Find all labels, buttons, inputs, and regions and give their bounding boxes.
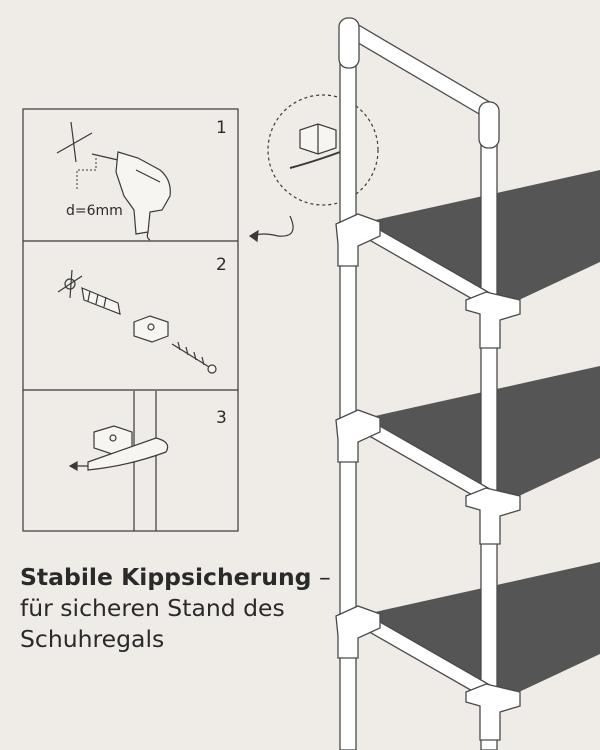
rack-handle-rail [343, 20, 493, 118]
step-1-number: 1 [216, 118, 227, 138]
rack-corner-cap [479, 102, 499, 148]
drill-dimension-guide [77, 158, 96, 190]
rack-connector [466, 488, 520, 544]
caption-line-2: für sicheren Stand des [20, 594, 285, 622]
caption-headline: Stabile Kippsicherung [20, 563, 312, 591]
drill-diameter-label: d=6mm [66, 203, 123, 219]
shoe-rack [336, 18, 600, 750]
dowel-screw-icon [58, 270, 216, 373]
wall-strap-icon [70, 391, 168, 531]
rack-connector [466, 684, 520, 740]
caption-line-3: Schuhregals [20, 625, 165, 653]
instruction-panels [23, 109, 238, 531]
rack-post-right [481, 110, 497, 750]
feature-caption [20, 562, 350, 655]
rack-connector [466, 292, 520, 348]
caption-dash: – [311, 563, 331, 591]
step-2-number: 2 [216, 255, 227, 275]
drill-icon [57, 122, 170, 240]
rack-corner-cap [339, 18, 359, 68]
step-3-number: 3 [216, 408, 227, 428]
